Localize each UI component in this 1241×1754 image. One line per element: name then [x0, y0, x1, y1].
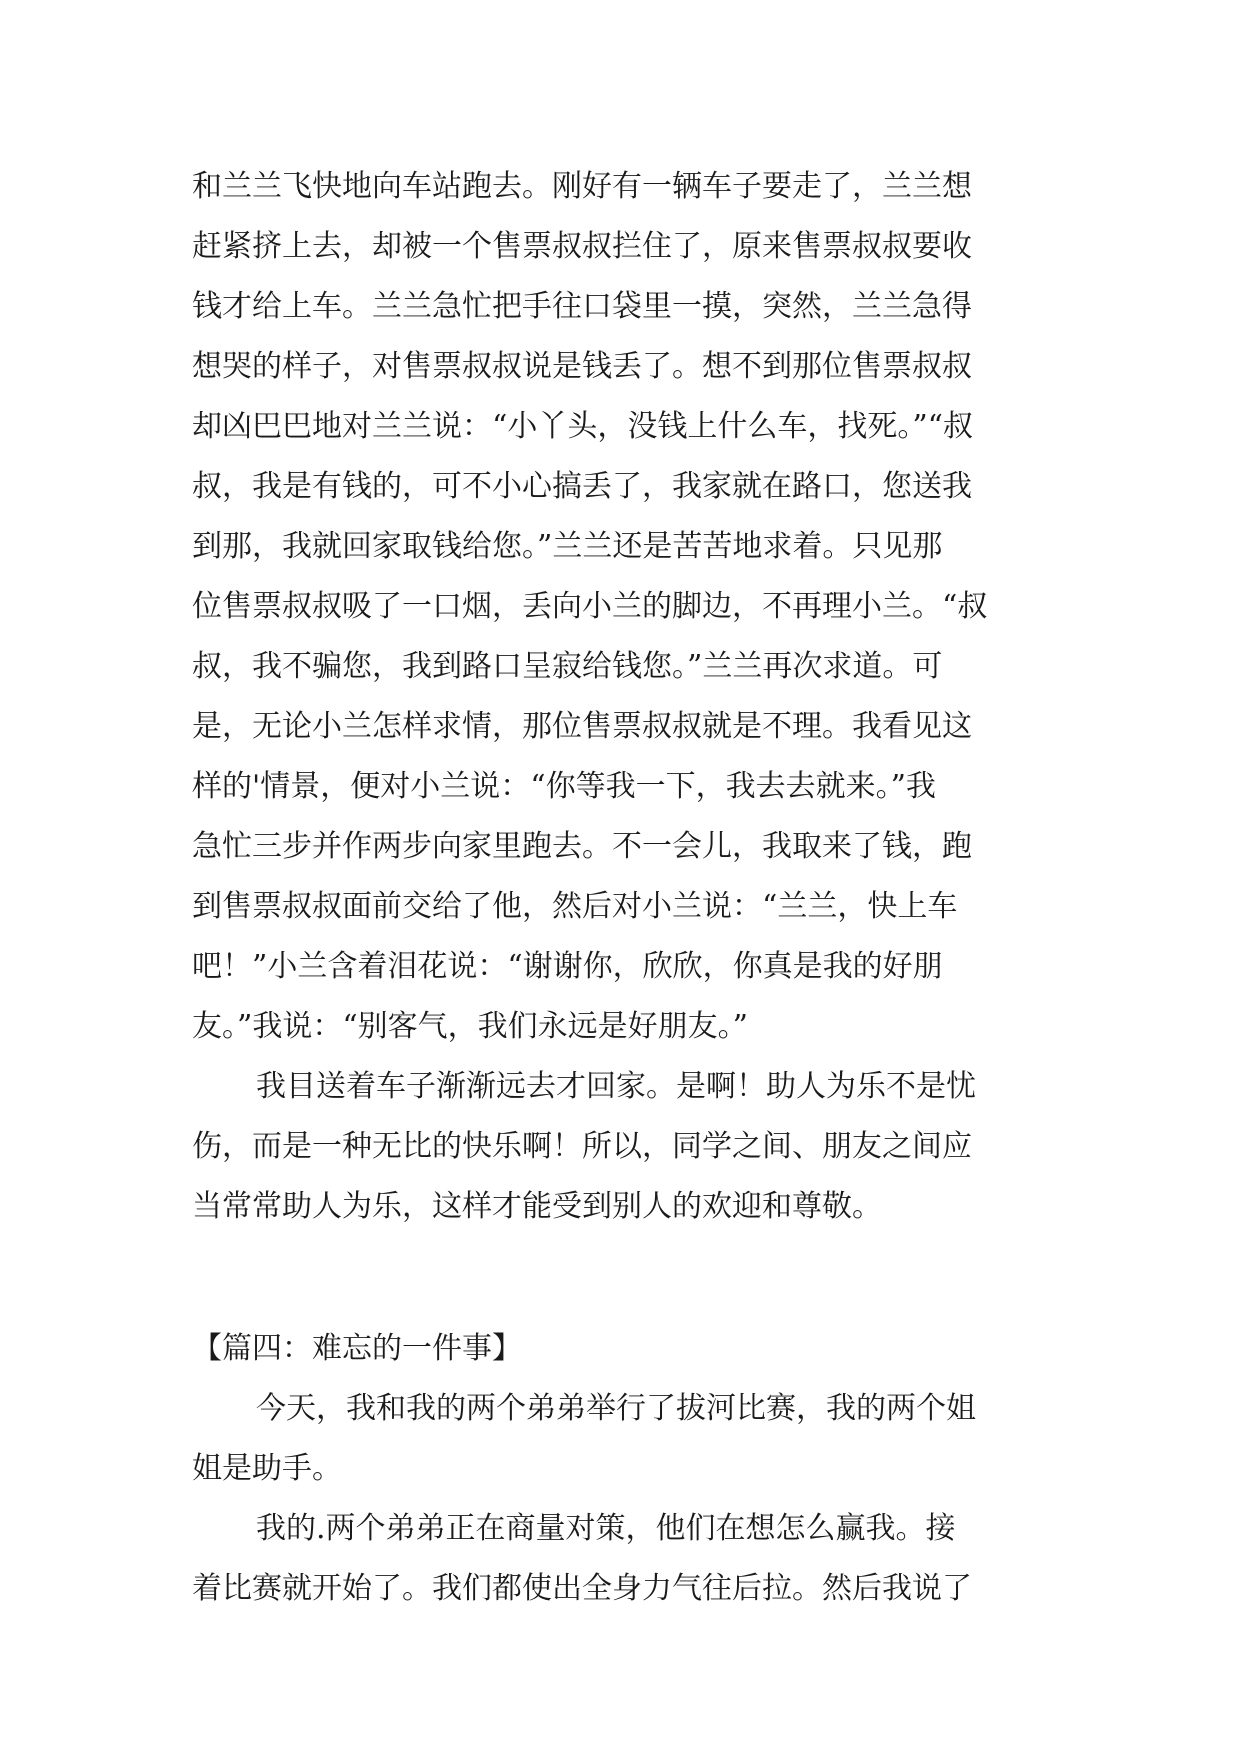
text-line: 样的'情景，便对小兰说：“你等我一下，我去去就来。”我 [192, 769, 936, 804]
section-heading [192, 1319, 1052, 1379]
story-paragraph-continued [192, 1499, 1052, 1619]
text-line: 友。”我说：“别客气，我们永远是好朋友。” [192, 1009, 749, 1044]
text-line: 位售票叔叔吸了一口烟，丢向小兰的脚边，不再理小兰。“叔 [192, 589, 988, 624]
text-line: 到那，我就回家取钱给您。”兰兰还是苦苦地求着。只见那 [192, 529, 943, 564]
text-line: 却凶巴巴地对兰兰说：“小丫头，没钱上什么车，找死。”“叔 [192, 409, 974, 444]
text-line: 想哭的样子，对售票叔叔说是钱丢了。想不到那位售票叔叔 [192, 349, 972, 384]
text-line: 钱才给上车。兰兰急忙把手往口袋里一摸，突然，兰兰急得 [192, 289, 972, 324]
conclusion-paragraph [192, 1057, 1052, 1237]
text-line: 吧！”小兰含着泪花说：“谢谢你，欣欣，你真是我的好朋 [192, 949, 943, 984]
text-line: 到售票叔叔面前交给了他，然后对小兰说：“兰兰，快上车 [192, 889, 958, 924]
text-line: 是，无论小兰怎样求情，那位售票叔叔就是不理。我看见这 [192, 709, 972, 744]
text-line: 叔，我是有钱的，可不小心搞丢了，我家就在路口，您送我 [192, 469, 972, 504]
text-line: 急忙三步并作两步向家里跑去。不一会儿，我取来了钱，跑 [192, 829, 972, 864]
section-title: 【篇四：难忘的一件事】 [192, 1331, 522, 1366]
text-line: 伤，而是一种无比的快乐啊！所以，同学之间、朋友之间应 [192, 1129, 972, 1164]
text-line: 当常常助人为乐，这样才能受到别人的欢迎和尊敬。 [192, 1189, 882, 1224]
story-paragraph [192, 157, 1052, 1057]
text-line: 姐是助手。 [192, 1451, 342, 1486]
text-line: 赶紧挤上去，却被一个售票叔叔拦住了，原来售票叔叔要收 [192, 229, 972, 264]
text-line: 今天，我和我的两个弟弟举行了拔河比赛，我的两个姐 [256, 1391, 976, 1426]
text-line: 我目送着车子渐渐远去才回家。是啊！助人为乐不是忧 [256, 1069, 976, 1104]
story-paragraph-intro [192, 1379, 1052, 1499]
text-line: 叔，我不骗您，我到路口呈寂给钱您。”兰兰再次求道。可 [192, 649, 943, 684]
text-line: 着比赛就开始了。我们都使出全身力气往后拉。然后我说了 [192, 1571, 972, 1606]
text-line: 我的.两个弟弟正在商量对策，他们在想怎么赢我。接 [256, 1511, 956, 1546]
text-line: 和兰兰飞快地向车站跑去。刚好有一辆车子要走了，兰兰想 [192, 169, 972, 204]
